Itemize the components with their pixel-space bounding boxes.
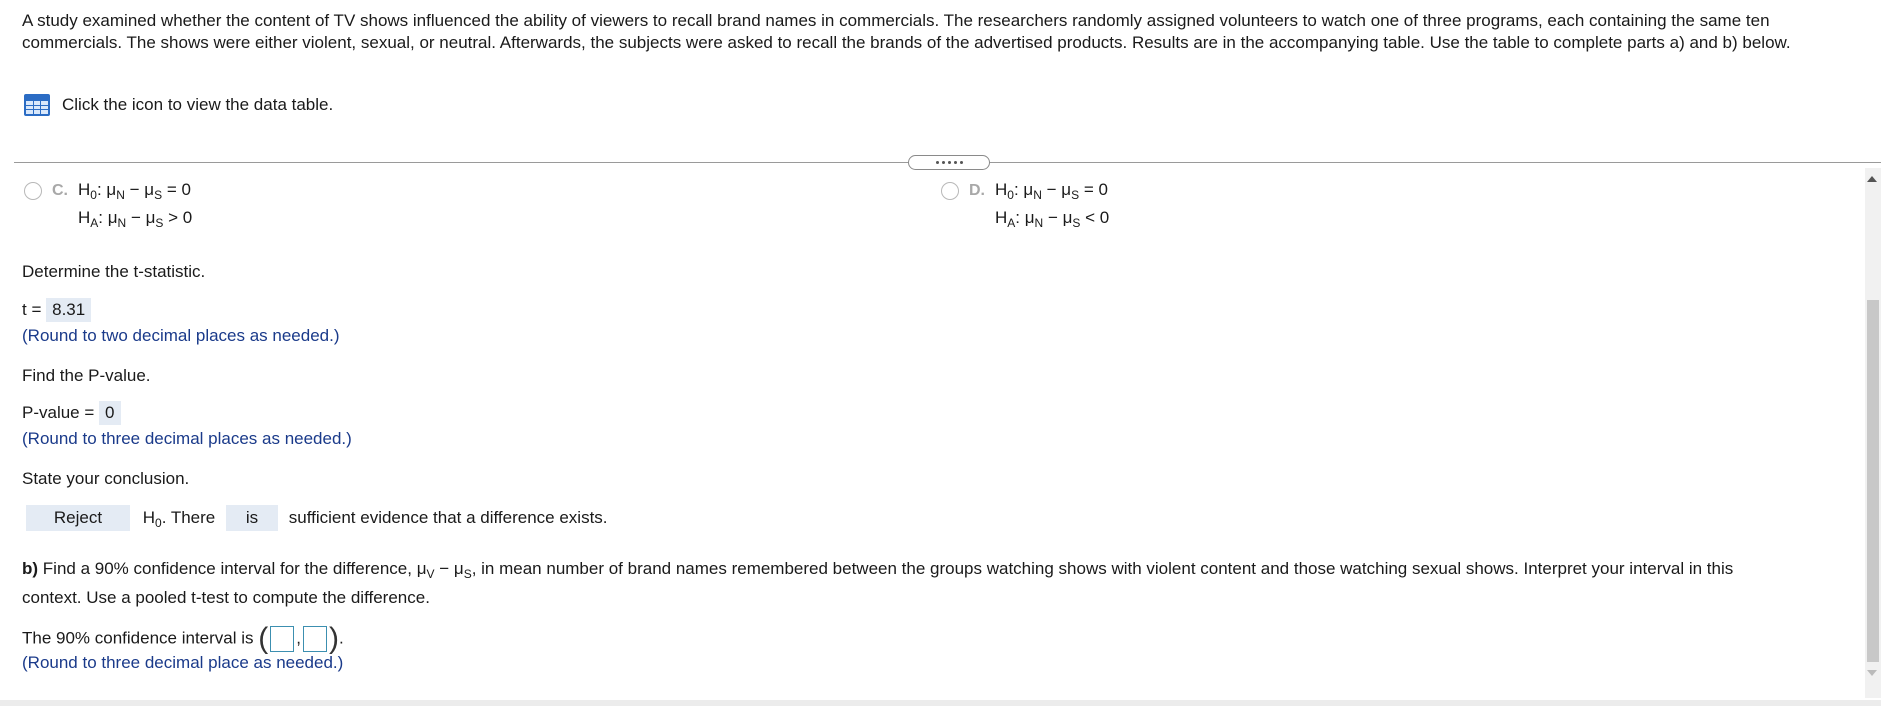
- conclusion-tail: sufficient evidence that a difference exists.: [288, 508, 608, 527]
- ci-open-paren: (: [258, 622, 269, 655]
- tstat-answer[interactable]: 8.31: [46, 298, 91, 322]
- ci-label: The 90% confidence interval is: [22, 628, 254, 648]
- pvalue-label: P-value =: [22, 403, 95, 422]
- data-table-icon[interactable]: [24, 94, 50, 116]
- tstat-label: t =: [22, 300, 42, 319]
- ci-upper-input[interactable]: [303, 626, 327, 652]
- answer-option-d[interactable]: [941, 180, 1109, 232]
- pvalue-row: [22, 401, 121, 425]
- option-c-null-hypothesis: $H_0$: $\mu_N - \mu_S = 0$: [78, 180, 191, 202]
- option-c-alt-hypothesis: $H_A$: $\mu_N - \mu_S > 0$: [78, 208, 193, 230]
- conclusion-row: [26, 505, 608, 531]
- scrollbar-thumb[interactable]: [1867, 300, 1879, 662]
- decision-dropdown[interactable]: Reject: [26, 505, 130, 531]
- answer-option-c[interactable]: [24, 180, 192, 232]
- ci-hint: (Round to three decimal place as needed.): [22, 653, 344, 672]
- conclusion-prompt: State your conclusion.: [22, 469, 190, 488]
- pvalue-hint: (Round to three decimal places as needed.): [22, 429, 352, 448]
- tstat-prompt: Determine the t-statistic.: [22, 262, 206, 281]
- evidence-dropdown[interactable]: is: [226, 505, 278, 531]
- tstat-hint: (Round to two decimal places as needed.): [22, 326, 340, 345]
- conclusion-h0: $H_0$: [142, 508, 162, 530]
- option-d-null-hypothesis: $H_0$: $\mu_N - \mu_S = 0$: [995, 180, 1108, 202]
- part-b-question: b) Find a 90% confidence interval for the difference, $\mu_V - \mu_S$, in mean number of brand names remembered between the groups watching shows with violent content and those watching sexual shows. Interpret your interval in this context. Use a pooled t-test to compute the difference.: [22, 559, 1734, 607]
- ci-lower-input[interactable]: [270, 626, 294, 652]
- data-table-link[interactable]: [24, 94, 333, 116]
- option-c-letter: C.: [52, 182, 68, 199]
- pvalue-answer[interactable]: 0: [99, 401, 120, 425]
- bottom-edge: [0, 700, 1881, 706]
- data-table-link-label: Click the icon to view the data table.: [62, 95, 334, 114]
- option-d-letter: D.: [969, 182, 985, 199]
- option-c-radio[interactable]: [24, 182, 42, 200]
- conclusion-there: . There: [161, 508, 216, 527]
- ci-row: The 90% confidence interval is ( , ).: [22, 622, 344, 655]
- resize-grip-handle[interactable]: [908, 155, 990, 170]
- problem-statement: A study examined whether the content of TV shows influenced the ability of viewers to recall brand names in commercials. The researchers randomly assigned volunteers to watch one of three programs, each containing the same ten commercials. The shows were either violent, sexual, or neutral. Afterwards, the subjects were asked to recall the brands of the advertised products. Results are in the accompanying table. Use the table to complete parts a) and b) below.: [22, 11, 1791, 52]
- pvalue-prompt: Find the P-value.: [22, 366, 151, 385]
- scroll-up-arrow-icon[interactable]: [1867, 176, 1877, 182]
- option-d-radio[interactable]: [941, 182, 959, 200]
- ci-close-paren: ): [329, 622, 339, 655]
- option-d-alt-hypothesis: $H_A$: $\mu_N - \mu_S < 0$: [995, 208, 1110, 230]
- tstat-row: [22, 298, 91, 322]
- scroll-down-arrow-icon[interactable]: [1867, 670, 1877, 676]
